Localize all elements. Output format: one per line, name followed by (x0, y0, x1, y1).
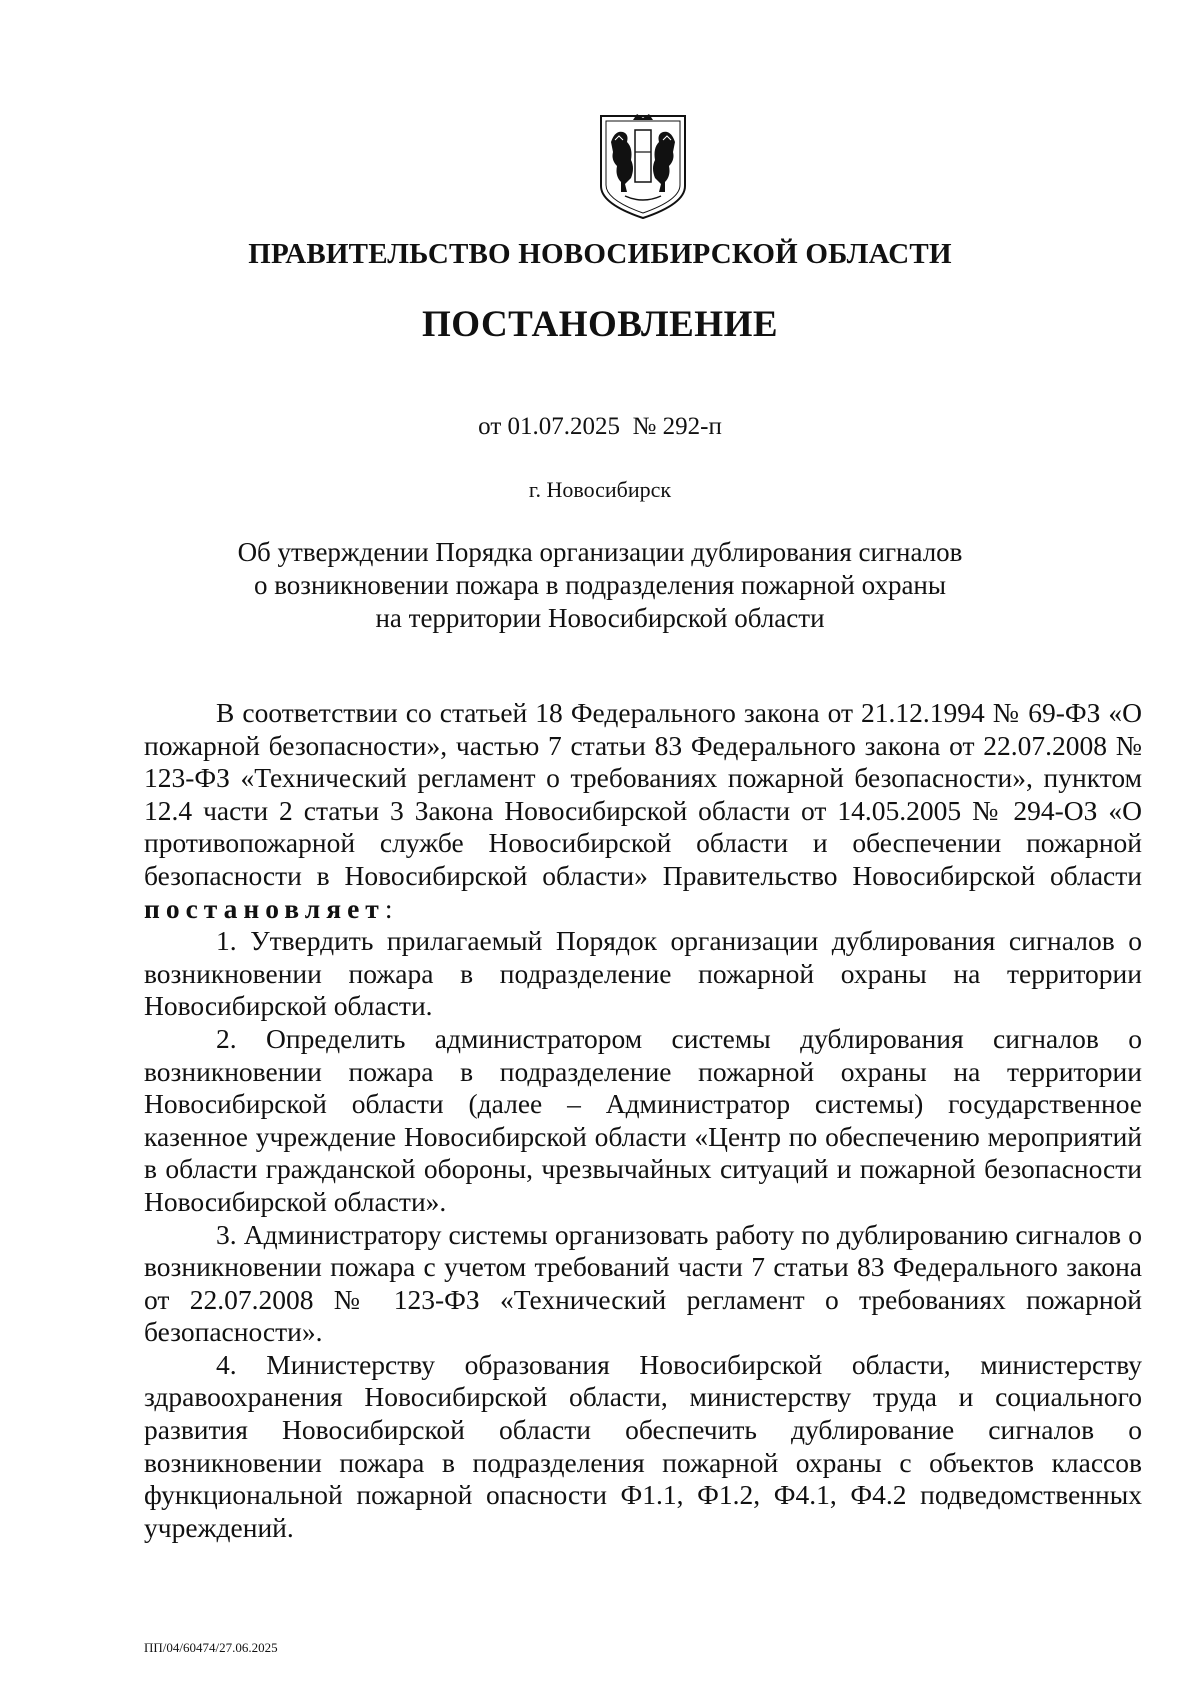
preamble-text: В соответствии со статьей 18 Федерального закона от 21.12.1994 № 69-ФЗ «О пожарной безопасности», частью 7 статьи 83 Федерального закона от 22.07.2008 № 123-ФЗ «Технический регламент о требованиях пожарной безопасности», пунктом 12.4 части 2 статьи 3 Закона Новосибирской области от 14.05.2005 № 294-ОЗ «О противопожарной службе Новосибирской области и обеспечении пожарной безопасности в Новосибирской области» Правительство Новосибирской области (144, 697, 1142, 891)
resolves-suffix: : (384, 892, 393, 924)
resolution-item: 3. Администратору системы организовать работу по дублированию сигналов о возникновении пожара с учетом требований части 7 статьи 83 Федерального закона от 22.07.2008 № 123-ФЗ «Технический регламент о требованиях пожарной безопасности». (144, 1218, 1142, 1348)
government-title: ПРАВИТЕЛЬСТВО НОВОСИБИРСКОЙ ОБЛАСТИ (248, 238, 952, 270)
document-date: от 01.07.2025 (478, 413, 621, 440)
resolves-word: постановляет (144, 892, 385, 924)
resolution-item: 2. Определить администратором системы дублирования сигналов о возникновении пожара в подразделение пожарной охраны на территории Новосибирской области (далее – Администратор системы) государственное казенное учреждение Новосибирской области «Центр по обеспечению мероприятий в области гражданской обороны, чрезвычайных ситуаций и пожарной безопасности Новосибирской области». (144, 1022, 1142, 1217)
document-type: ПОСТАНОВЛЕНИЕ (421, 304, 779, 345)
subject-line: Об утверждении Порядка организации дублирования сигналов (237, 537, 963, 567)
subject-line: о возникновении пожара в подразделения пожарной охраны (253, 570, 947, 600)
preamble-paragraph (144, 697, 1142, 925)
document-subject (0, 536, 1200, 635)
document-number: № 292-п (632, 413, 722, 440)
document-date-number (0, 413, 1200, 441)
resolution-item: 4. Министерству образования Новосибирской области, министерству здравоохранения Новосибирской области, министерству труда и социального развития Новосибирской области обеспечить дублирование сигналов о возникновении пожара в подразделения пожарной охраны с объектов классов функциональной пожарной опасности Ф1.1, Ф1.2, Ф4.1, Ф4.2 подведомственных учреждений. (144, 1348, 1142, 1543)
resolution-item: 1. Утвердить прилагаемый Порядок организации дублирования сигналов о возникновении пожара в подразделение пожарной охраны на территории Новосибирской области. (144, 925, 1142, 1022)
document-body (144, 697, 1142, 1544)
subject-line: на территории Новосибирской области (375, 603, 825, 633)
footer-document-code: ПП/04/60474/27.06.2025 (144, 1640, 278, 1655)
coat-of-arms-icon (597, 112, 689, 222)
document-city: г. Новосибирск (528, 477, 672, 502)
